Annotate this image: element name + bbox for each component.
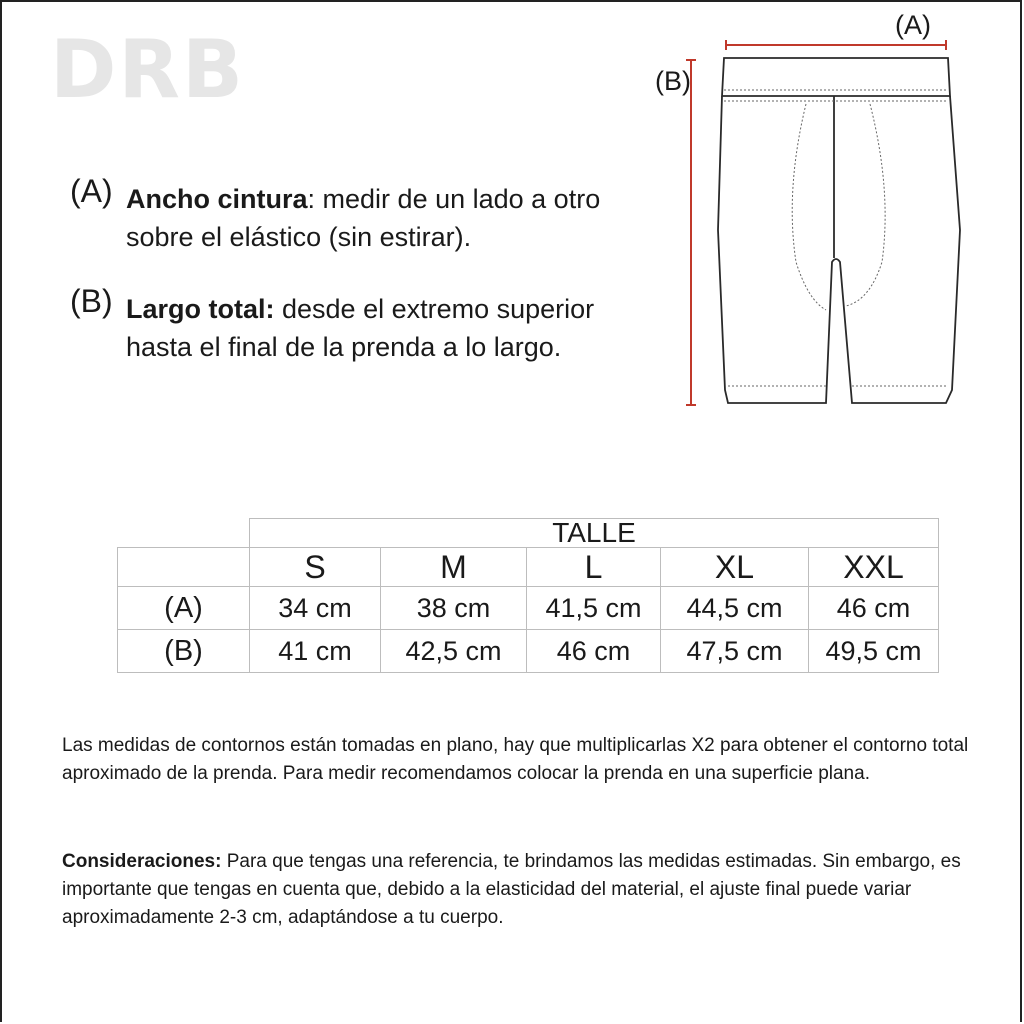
measure-line-a	[726, 40, 946, 50]
shorts-outline	[718, 58, 960, 403]
table-cell: 46 cm	[809, 587, 939, 630]
table-cell: 49,5 cm	[809, 630, 939, 673]
definition-a-term: Ancho cintura	[126, 184, 308, 214]
definition-b-line1: desde el extremo superior	[274, 294, 595, 324]
row-label: (A)	[118, 587, 250, 630]
considerations-label: Consideraciones:	[62, 851, 222, 872]
table-cell: 44,5 cm	[661, 587, 809, 630]
table-row	[118, 630, 939, 673]
table-cell: 41 cm	[250, 630, 381, 673]
size-label: M	[381, 548, 527, 587]
measure-line-b	[686, 60, 696, 405]
size-table	[117, 518, 939, 673]
table-cell: 41,5 cm	[527, 587, 661, 630]
size-label: S	[250, 548, 381, 587]
table-sizes-label	[118, 548, 250, 587]
table-cell: 46 cm	[527, 630, 661, 673]
size-label: XXL	[809, 548, 939, 587]
definition-a-line2: sobre el elástico (sin estirar).	[126, 222, 472, 252]
measurement-note: Las medidas de contornos están tomadas en plano, hay que multiplicarlas X2 para obtener el contorno total aproximado de la prenda. Para medir recomendamos colocar la prenda en una superficie plana.	[62, 735, 969, 784]
considerations-note	[62, 848, 982, 932]
diagram-label-a: (A)	[895, 10, 931, 40]
considerations-text: Para que tengas una referencia, te brindamos las medidas estimadas. Sin embargo, es importante que tengas en cuenta que, debido a la elasticidad del material, el ajuste final puede variar aproximadamente 2-3 cm, adaptándose a tu cuerpo.	[62, 851, 961, 928]
brand-logo: DRB	[50, 23, 245, 116]
diagram-label-b: (B)	[655, 66, 691, 96]
table-header-row	[118, 519, 939, 548]
table-cell: 42,5 cm	[381, 630, 527, 673]
definition-b-letter: (B)	[70, 283, 113, 319]
table-header-talle: TALLE	[250, 519, 939, 548]
table-row	[118, 587, 939, 630]
row-label: (B)	[118, 630, 250, 673]
table-cell: 34 cm	[250, 587, 381, 630]
table-sizes-row	[118, 548, 939, 587]
size-label: XL	[661, 548, 809, 587]
table-corner	[118, 519, 250, 548]
shorts-stitching	[724, 90, 948, 386]
definition-a-letter: (A)	[70, 173, 113, 209]
definition-a-line1: medir de un lado a otro	[315, 184, 601, 214]
definition-b-term: Largo total:	[126, 294, 275, 324]
table-cell: 38 cm	[381, 587, 527, 630]
definition-b-line2: hasta el final de la prenda a lo largo.	[126, 332, 562, 362]
size-label: L	[527, 548, 661, 587]
definition-a-separator: :	[307, 184, 316, 214]
table-cell: 47,5 cm	[661, 630, 809, 673]
